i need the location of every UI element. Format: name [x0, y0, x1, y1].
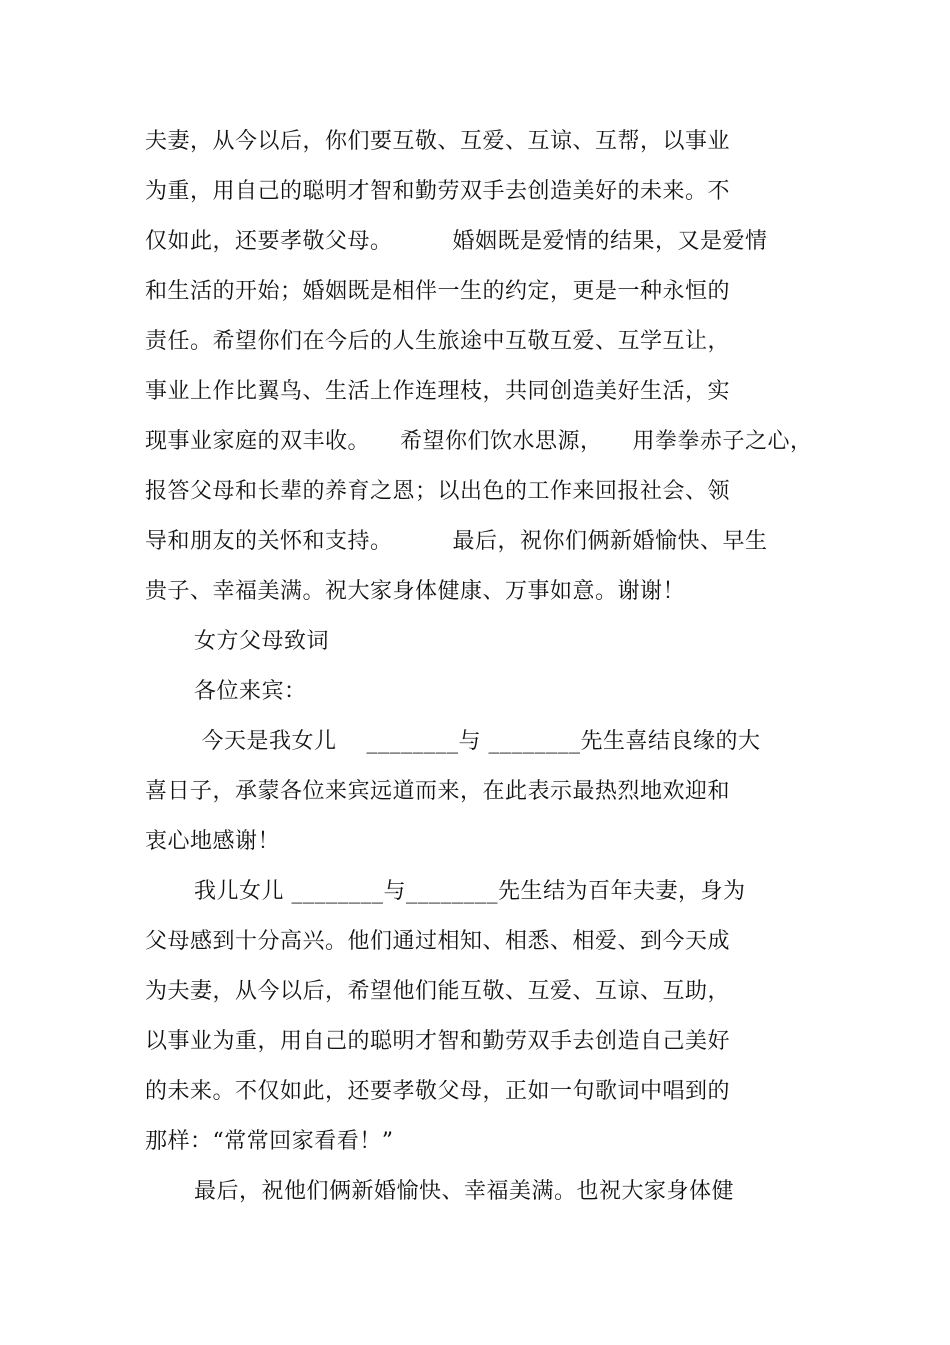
- text-line: 责任。希望你们在今后的人生旅途中互敬互爱、互学互让，: [145, 329, 731, 354]
- text-line: 仅如此，还要孝敬父母。 婚姻既是爱情的结果，又是爱情: [145, 229, 768, 254]
- text-line: 以事业为重，用自己的聪明才智和勤劳双手去创造自己美好: [145, 1029, 731, 1054]
- text-line: 喜日子，承蒙各位来宾远道而来，在此表示最热烈地欢迎和: [145, 779, 731, 804]
- text-line: 衷心地感谢！: [145, 829, 281, 854]
- text-line: 我儿女儿 ________与________先生结为百年夫妻，身为: [194, 879, 746, 904]
- text-line: 最后，祝他们俩新婚愉快、幸福美满。也祝大家身体健: [194, 1179, 735, 1204]
- text-line: 贵子、幸福美满。祝大家身体健康、万事如意。谢谢！: [145, 579, 686, 604]
- text-line: 导和朋友的关怀和支持。 最后，祝你们俩新婚愉快、早生: [145, 529, 768, 554]
- section-heading: 女方父母致词: [194, 629, 330, 654]
- text-line: 夫妻，从今以后，你们要互敬、互爱、互谅、互帮，以事业: [145, 129, 731, 154]
- text-line: 事业上作比翼鸟、生活上作连理枝，共同创造美好生活，实: [145, 379, 731, 404]
- text-line: 的未来。不仅如此，还要孝敬父母，正如一句歌词中唱到的: [145, 1079, 731, 1104]
- text-line: 和生活的开始；婚姻既是相伴一生的约定，更是一种永恒的: [145, 279, 731, 304]
- text-line: 现事业家庭的双丰收。 希望你们饮水思源， 用拳拳赤子之心，: [145, 429, 813, 454]
- text-line: 为夫妻，从今以后，希望他们能互敬、互爱、互谅、互助，: [145, 979, 731, 1004]
- text-line: 父母感到十分高兴。他们通过相知、相悉、相爱、到今天成: [145, 929, 731, 954]
- text-line: 那样：“常常回家看看！”: [145, 1129, 394, 1154]
- text-line: 报答父母和长辈的养育之恩；以出色的工作来回报社会、领: [145, 479, 731, 504]
- text-line: 今天是我女儿 ________与 ________先生喜结良缘的大: [194, 729, 761, 754]
- salutation: 各位来宾：: [194, 679, 307, 704]
- text-line: 为重，用自己的聪明才智和勤劳双手去创造美好的未来。不: [145, 179, 731, 204]
